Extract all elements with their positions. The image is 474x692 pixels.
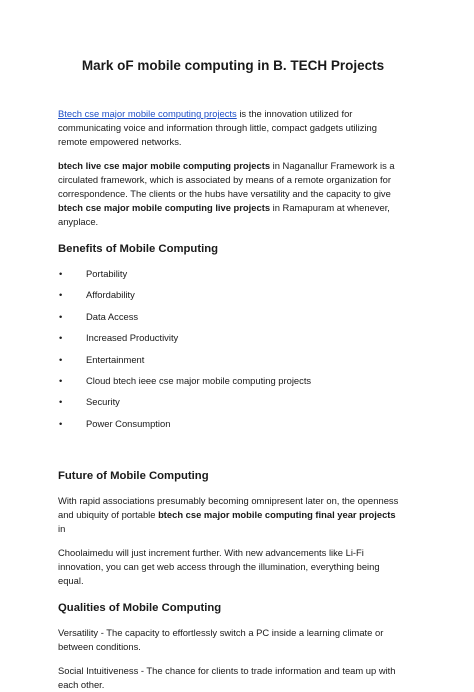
list-item <box>58 288 404 309</box>
list-item <box>58 395 404 416</box>
future-bold: btech cse major mobile computing final year projects <box>158 509 396 521</box>
intro-text: is the innovation utilized for communicating voice and information through little, compact gadgets utilizing remote empowered networks. <box>58 108 377 147</box>
framework-text-2: in Ramapuram at whenever, anyplace. <box>58 202 390 227</box>
benefits-list <box>58 267 404 438</box>
benefits-heading: Benefits of Mobile Computing <box>58 243 219 255</box>
future-paragraph-2: Choolaimedu will just increment further. With new advancements like Li-Fi innovation, you can get web access through the illumination, everything being equal. <box>58 547 380 587</box>
list-item <box>58 417 404 438</box>
list-item <box>58 267 404 288</box>
list-item-label: Security <box>86 396 120 408</box>
bullet-icon: • <box>59 353 63 365</box>
bullet-icon: • <box>59 268 63 279</box>
intro-paragraph <box>58 107 404 149</box>
list-item-label: Increased Productivity <box>86 332 179 344</box>
bullet-icon: • <box>59 374 63 386</box>
list-item-label: Power Consumption <box>86 417 171 429</box>
framework-text-1: in Naganallur Framework is a circulated framework, which is associated by means of a remote organization for correspondence. The clients or the hubs have versatility and the capacity to give <box>58 160 395 199</box>
list-item-label: Entertainment <box>86 353 145 365</box>
qualities-heading: Qualities of Mobile Computing <box>58 602 222 615</box>
framework-bold-1: btech live cse major mobile computing projects <box>58 160 271 171</box>
qualities-paragraph-1: Versatility - The capacity to effortlessly switch a PC inside a learning climate or between conditions. <box>58 627 384 653</box>
future-paragraph-1 <box>58 494 404 536</box>
bullet-icon: • <box>59 332 63 344</box>
list-item-label: Cloud btech ieee cse major mobile computing projects <box>86 374 312 386</box>
framework-bold-2: btech cse major mobile computing live projects <box>58 202 271 213</box>
future-text-1: With rapid associations presumably becoming omnipresent later on, the openness and ubiquity of portable <box>58 495 399 521</box>
bullet-icon: • <box>59 310 63 322</box>
intro-link[interactable]: Btech cse major mobile computing projects <box>58 108 237 119</box>
list-item <box>58 374 404 395</box>
bullet-icon: • <box>59 396 63 408</box>
framework-paragraph <box>58 159 404 229</box>
list-item <box>58 310 404 331</box>
list-item <box>58 353 404 374</box>
future-text-end: in <box>58 523 66 535</box>
list-item-label: Affordability <box>86 289 135 301</box>
bullet-icon: • <box>59 417 63 429</box>
list-item-label: Portability <box>86 268 128 279</box>
list-item <box>58 331 404 352</box>
future-heading: Future of Mobile Computing <box>58 470 209 483</box>
list-item-label: Data Access <box>86 310 139 322</box>
bullet-icon: • <box>59 289 63 301</box>
document-title: Mark oF mobile computing in B. TECH Projects <box>81 58 385 73</box>
qualities-paragraph-2: Social Intuitiveness - The chance for clients to trade information and team up with each other. <box>58 665 396 691</box>
